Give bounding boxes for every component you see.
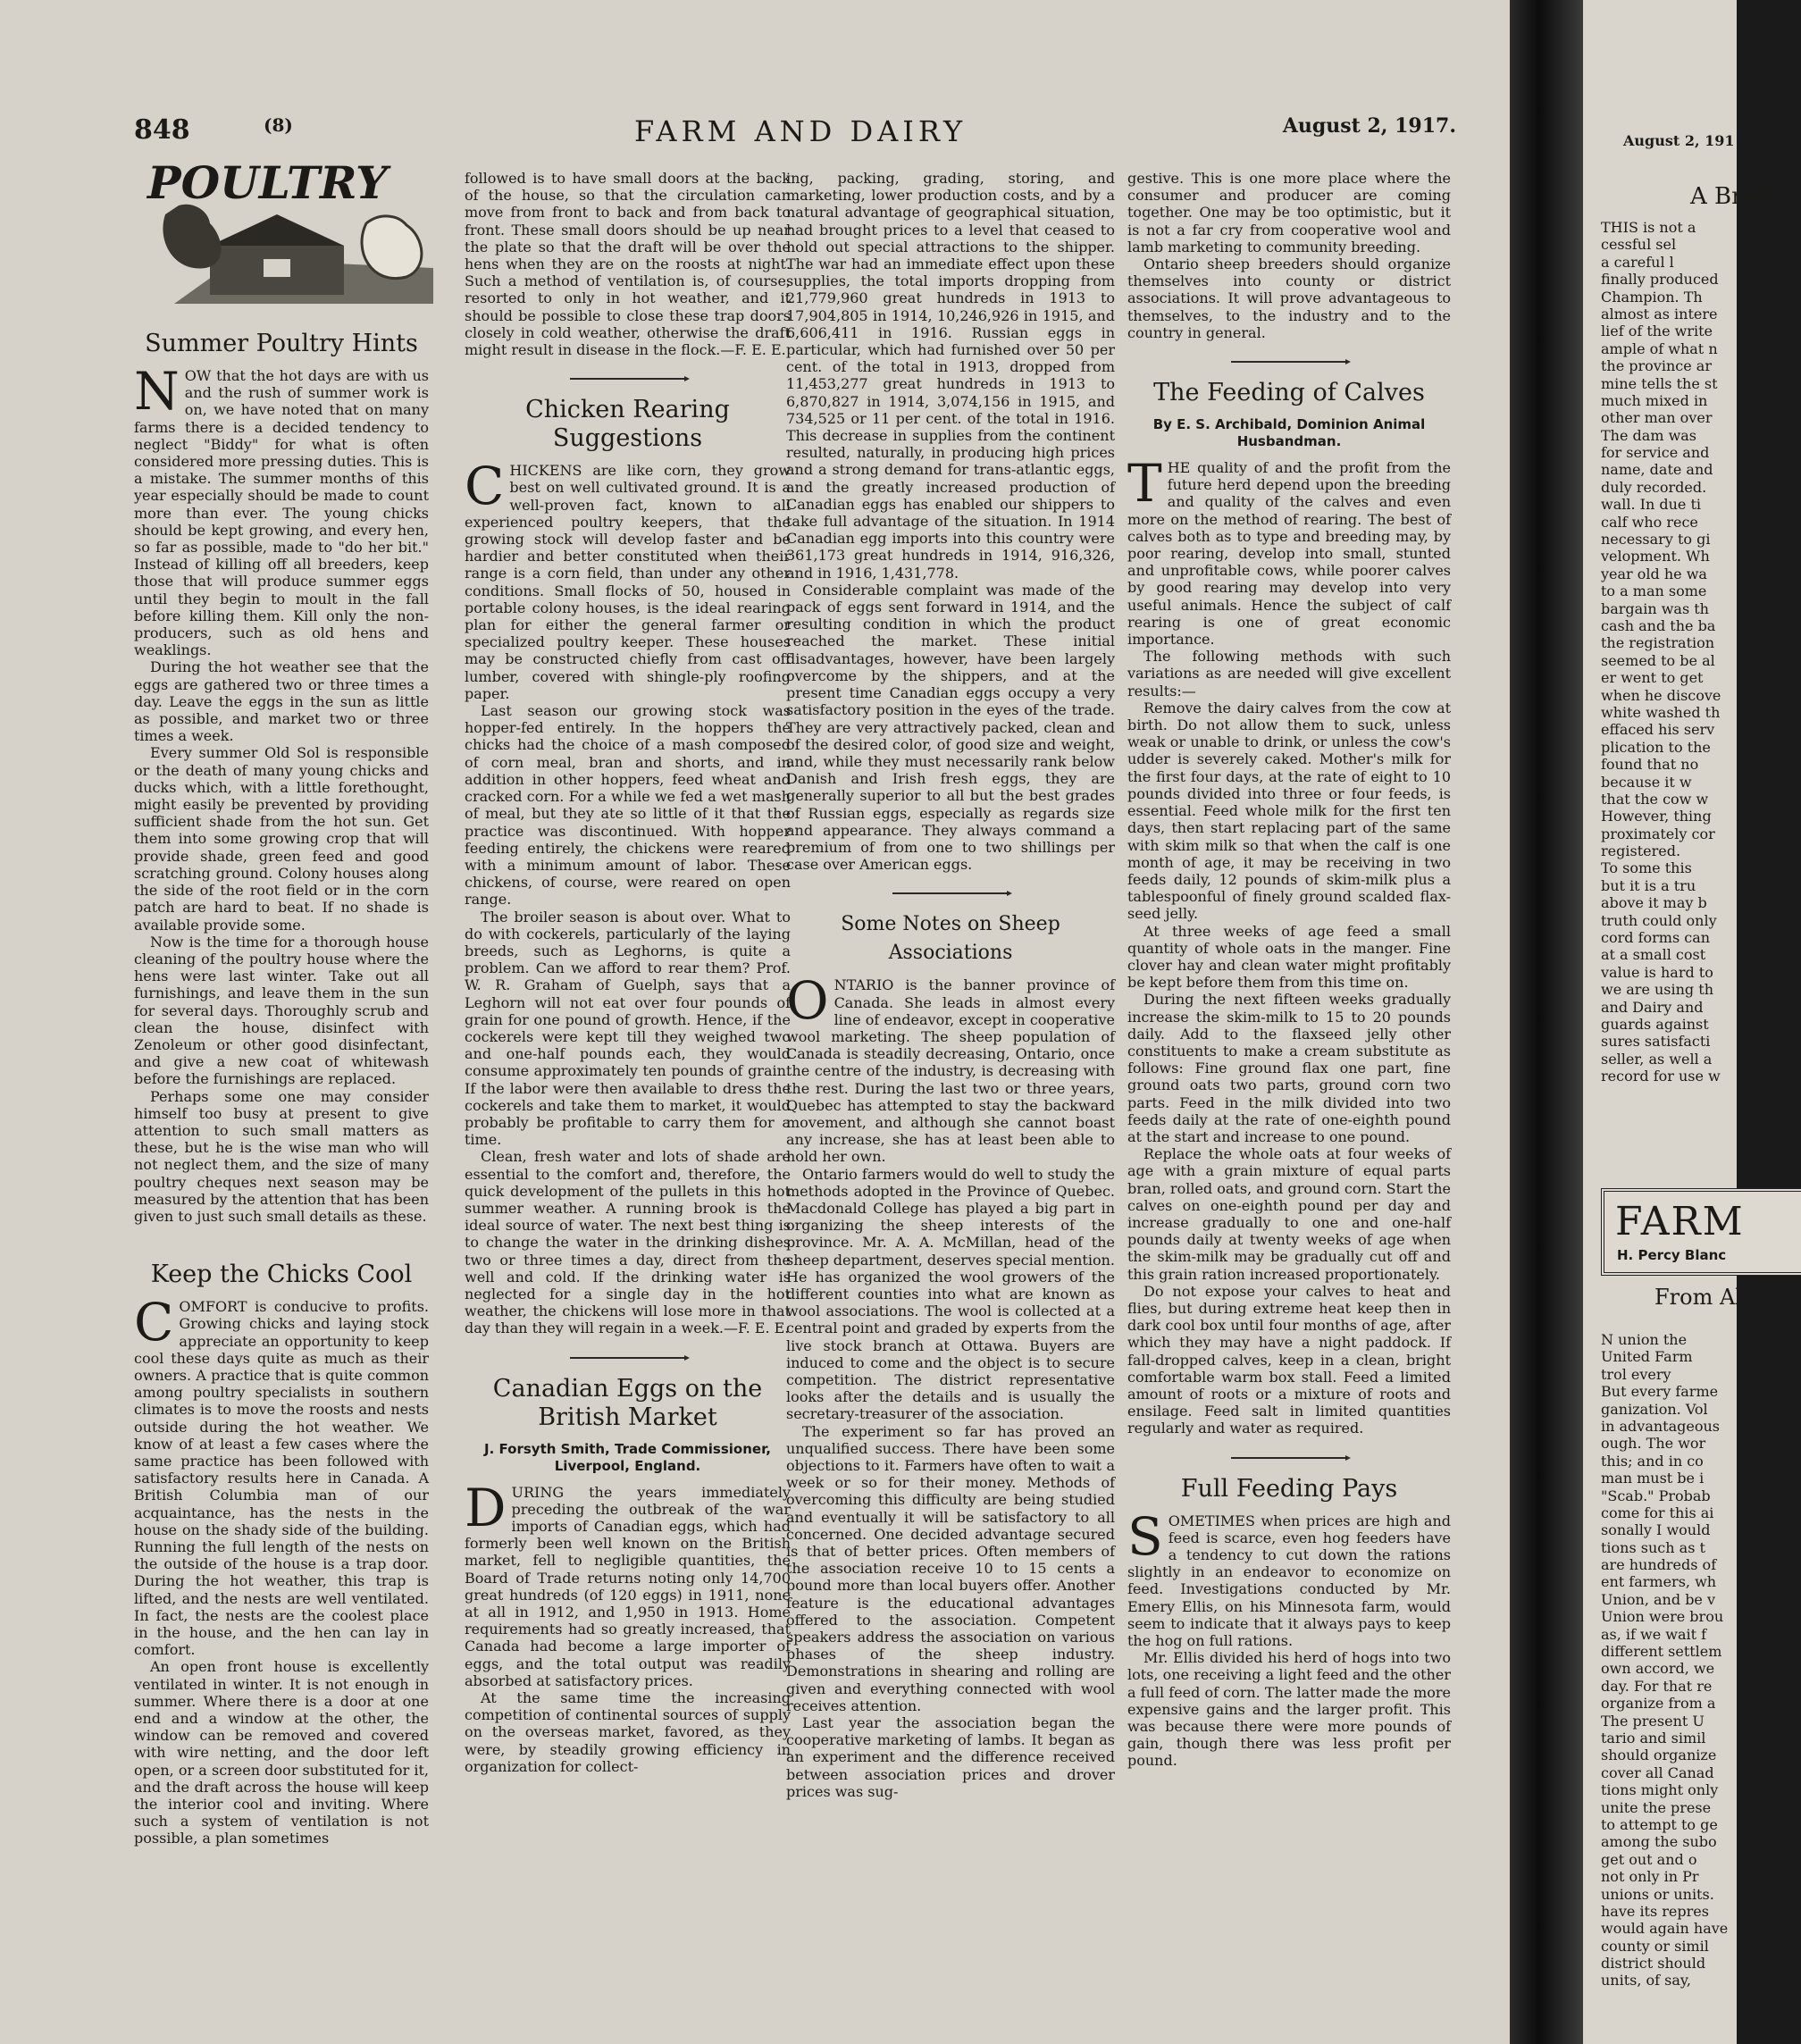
headline-canadian-eggs: Canadian Eggs on the British Market [492, 1374, 763, 1431]
facing-page-line: come for this ai [1601, 1504, 1714, 1521]
facing-page-line: ent farmers, wh [1601, 1573, 1717, 1591]
facing-page-line: are hundreds of [1601, 1556, 1717, 1574]
facing-page-line: THIS is not a [1601, 219, 1696, 236]
facing-page-line: at a small cost [1601, 946, 1706, 964]
masthead: FARM AND DAIRY [634, 114, 968, 148]
facing-page-line: to a man some [1601, 582, 1707, 600]
facing-page-line: ough. The wor [1601, 1435, 1706, 1453]
facing-page-line: N union the [1601, 1331, 1688, 1348]
paragraph: Last year the association began the cooperative marketing of lambs. It began as an experiment and the difference received between association prices and drover prices was sug- [786, 1714, 1115, 1800]
drop-cap: N [134, 361, 180, 422]
facing-page-line: calf who rece [1601, 513, 1698, 531]
facing-page-line: Union, and be v [1601, 1590, 1716, 1608]
paragraph: COMFORT is conducive to profits. Growing chicks and laying stock appreciate an opportunity to keep cool these days quite as much as their owners. A practice that is quite common among poultry specialists in southern climates is to move the roosts and nests outside during the hot weather. We know of at least a few cases where the same practice has been followed with satisfactory results here in Canada. A British Columbia man of our acquaintance, has the nests in the house on the shady side of the building. Running the full length of the nests on the outside of the house is a trap door. During the hot weather, this trap is lifted, and the nests are well ventilated. In fact, the nests are the coolest place in the house, and the hen can lay in comfort. [134, 1292, 429, 1659]
binding-gutter [1510, 0, 1583, 2044]
paragraph: Replace the whole oats at four weeks of age with a grain mixture of equal parts bran, rolled oats, and ground corn. Start the calves on one-eighth pound per day and increase gradually to one and one-half pounds daily at twenty weeks of age when the skim-milk may be gradually cut off and this grain ration increased proportionately. [1127, 1145, 1451, 1283]
paragraph: ONTARIO is the banner province of Canada. She leads in almost every line of endeavor, except in cooperative wool marketing. The sheep population of Canada is steadily decreasing, Ontario, once the centre of the industry, is decreasing with the rest. During the last two or three years, Quebec has attempted to stay the backward movement, and although she cannot boast any increase, she has at least been able to hold her own. [786, 970, 1115, 1166]
headline-feeding-calves: The Feeding of Calves [1153, 379, 1425, 407]
drop-cap: T [1127, 453, 1162, 515]
farm-box [1601, 1188, 1801, 1276]
facing-page-line: registered. [1601, 842, 1681, 860]
facing-page-line: day. For that re [1601, 1677, 1713, 1695]
paragraph: DURING the years immediately preceding the outbreak of the war imports of Canadian eggs, which had formerly been well known on the British market, fell to negligible quantities, the Board of Trade returns noting only 14,700 great hundreds (of 120 eggs) in 1911, none at all in 1912, and 1,950 in 1913. Home requirements had so greatly increased, that Canada had become a large importer of eggs, and the total output was readily absorbed at satisfactory prices. [465, 1477, 791, 1689]
facing-page-line: cessful sel [1601, 236, 1677, 254]
facing-page-line: that the cow w [1601, 790, 1709, 808]
paragraph: The broiler season is about over. What to do with cockerels, particularly of the laying breeds, such as Leghorns, is quite a problem. Can we afford to rear them? Prof. W. R. Graham of Guelph, says that a Leghorn will not eat over four pounds of grain for one pound of growth. Hence, if the cockerels were kept till they weighed two and one-half pounds each, they would consume approximately ten pounds of grain. If the labor were then available to dress the cockerels and take them to market, it would probably be profitable to carry them for a time. [465, 908, 791, 1149]
facing-page-line: plication to the [1601, 738, 1711, 756]
divider [892, 892, 1009, 894]
facing-page-date: August 2, 191 [1623, 132, 1735, 149]
paragraph: CHICKENS are like corn, they grow best on well cultivated ground. It is a well-proven fact, known to all experienced poultry keepers, that the growing stock will develop faster and be hardier and better constituted when their range is a corn field, than under any other conditions. Small flocks of 50, housed in portable colony houses, is the ideal rearing plan for either the general farmer or specialized poultry keeper. These houses may be constructed chiefly from cast off lumber, covered with shingle-ply roofing paper. [465, 456, 791, 702]
facing-page-line: as, if we wait f [1601, 1625, 1707, 1643]
paragraph: followed is to have small doors at the back of the house, so that the circulation can move from front to back and from back to front. These small doors should be up near the plate so that the draft will be over the hens when they are on the roosts at night. Such a method of ventilation is, of course, resorted to only in hot weather, and it should be possible to close these trap doors closely in cold weather, otherwise the draft might result in disease in the flock.—F. E. E. [465, 170, 791, 359]
facing-page-line: tions such as t [1601, 1538, 1705, 1556]
facing-page-line: the province ar [1601, 357, 1712, 375]
facing-page-line: unions or units. [1601, 1885, 1714, 1903]
paragraph: Every summer Old Sol is responsible or the death of many young chicks and ducks which, with a little forethought, might easily be prevented by providing sufficient shade from the hot sun. Get them into some growing crop that will provide shade, green feed and good scratching ground. Colony houses along the side of the root field or in the corn patch are hard to beat. If no shade is available provide some. [134, 744, 429, 934]
facing-page-line: units, of say, [1601, 1972, 1691, 1990]
facing-page [1583, 0, 1771, 2044]
facing-page-line: duly recorded. [1601, 478, 1707, 496]
facing-page-line: "Scab." Probab [1601, 1487, 1711, 1504]
facing-page-line: district should [1601, 1955, 1706, 1973]
drop-cap: C [465, 456, 505, 517]
column-3 [786, 170, 1115, 1800]
facing-page-line: this; and in co [1601, 1452, 1704, 1470]
facing-page-line: county or simil [1601, 1937, 1709, 1955]
facing-page-line: in advantageous [1601, 1417, 1720, 1435]
section-number: (8) [264, 114, 293, 136]
paragraph: Now is the time for a thorough house cleaning of the poultry house where the hens were last winter. Take out all furnishings, and leave them in the sun for several days. Thoroughly scrub and clean the house, disinfect with Zenoleum or other good disinfectant, and give a new coat of whitewash before the furnishings are replaced. [134, 933, 429, 1088]
facing-page-line: when he discove [1601, 686, 1721, 704]
facing-page-line: among the subo [1601, 1833, 1717, 1851]
facing-page-line: different settlem [1601, 1643, 1722, 1661]
facing-page-line: sonally I would [1601, 1521, 1711, 1539]
headline-summer-poultry-hints: Summer Poultry Hints [145, 330, 418, 357]
page-number: 848 [134, 114, 190, 146]
column-1 [134, 317, 429, 1847]
facing-page-line: guards against [1601, 1015, 1709, 1033]
facing-page-line: we are using th [1601, 981, 1713, 999]
facing-page-line: tario and simil [1601, 1729, 1706, 1747]
facing-page-line: found that no [1601, 756, 1699, 774]
facing-page-line: to attempt to ge [1601, 1815, 1718, 1833]
drop-cap: S [1127, 1505, 1163, 1567]
drop-cap: O [786, 970, 829, 1032]
paragraph: ing, packing, grading, storing, and marketing, lower production costs, and by a natural advantage of geographical situation, had brought prices to a level that ceased to hold out special attractions to the shipper. The war had an immediate effect upon these supplies, the total imports dropping from 21,779,960 great hundreds in 1913 to 17,904,805 in 1914, 10,246,926 in 1915, and 6,606,411 in 1916. Russian eggs in particular, which had furnished over 50 per cent. of the total in 1913, dropped from 11,453,277 great hundreds in 1913 to 6,870,827 in 1914, 3,074,156 in 1915, and 734,525 or 11 per cent. of the total in 1916. This decrease in supplies from the continent resulted, naturally, in producing high prices and a strong demand for trans-atlantic eggs, and the greatly increased production of Canadian eggs has enabled our shippers to take full advantage of the situation. In 1914 Canadian egg imports into this country were 361,173 great hundreds in 1914, 916,326, and in 1916, 1,431,778. [786, 170, 1115, 582]
facing-page-line: mine tells the st [1601, 374, 1718, 392]
facing-page-line: Champion. Th [1601, 288, 1703, 306]
facing-page-line: seller, as well a [1601, 1050, 1713, 1068]
logo-word: POULTRY [147, 156, 388, 209]
paragraph: Considerable complaint was made of the pack of eggs sent forward in 1914, and the resulting condition in which the product reached the market. These initial disadvantages, however, have been largely overcome by the shippers, and at the present time Canadian eggs occupy a very satisfactory position in the eyes of the trade. They are very attractively packed, clean and of the desired color, of good size and weight, and, while they must necessarily rank below Danish and Irish fresh eggs, they are generally superior to all but the best grades of Russian eggs, especially as regards size and appearance. They always command a premium of from one to two shillings per case over American eggs. [786, 581, 1115, 874]
facing-page-line: the registration [1601, 634, 1715, 652]
column-2 [465, 170, 791, 1775]
facing-page-line: truth could only [1601, 911, 1717, 929]
facing-page-line: cord forms can [1601, 929, 1711, 947]
facing-page-line: man must be i [1601, 1470, 1705, 1487]
paragraph: At three weeks of age feed a small quantity of whole oats in the manger. Fine clover hay and clean water might profitably be kept before them from this time on. [1127, 922, 1451, 992]
paragraph: During the next fifteen weeks gradually increase the skim-milk to 15 to 20 pounds daily. Add to the flaxseed jelly other constituents to make a cream substitute as follows: Fine ground flax one part, fine ground oats two parts, ground corn two parts. Feed in the milk divided into two feeds daily at the rate of one-eighth pound at the start and increase to one pound. [1127, 991, 1451, 1145]
facing-page-line: not only in Pr [1601, 1868, 1699, 1886]
facing-page-line: a careful l [1601, 253, 1674, 271]
paragraph: At the same time the increasing competition of continental sources of supply on the overseas market, favored, as they were, by steadily growing efficiency in organization for collect- [465, 1689, 791, 1775]
headline-keep-chicks-cool: Keep the Chicks Cool [150, 1261, 413, 1289]
byline: By E. S. Archibald, Dominion Animal Husbandman. [1152, 416, 1426, 450]
facing-page-line: almost as intere [1601, 305, 1718, 323]
paragraph: Ontario farmers would do well to study the methods adopted in the Province of Quebec. Macdonald College has played a big part in organizing the sheep interests of the province. Mr. A. A. McMillan, head of the sheep department, deserves special mention. He has organized the wool growers of the different counties into what are known as wool associations. The wool is collected at a central point and graded by experts from the live stock branch at Ottawa. Buyers are induced to come and the object is to secure competition. The district representative looks after the details and is usually the secretary-treasurer of the association. [786, 1165, 1115, 1423]
farm-box-title: FARM [1615, 1199, 1745, 1244]
facing-page-line: bargain was th [1601, 599, 1709, 617]
facing-page-line: necessary to gi [1601, 531, 1711, 549]
facing-page-line: above it may b [1601, 894, 1707, 912]
headline-sheep-associations: Some Notes on Sheep Associations [841, 913, 1060, 965]
facing-page-title: A Bree [1690, 183, 1771, 210]
paragraph: During the hot weather see that the eggs are gathered two or three times a day. Leave the eggs in the sun as little as possible, and market two or three times a week. [134, 658, 429, 745]
facing-page-heading: From Ab [1654, 1285, 1749, 1310]
facing-page-line: would again have [1601, 1920, 1729, 1938]
facing-page-line: finally produced [1601, 271, 1719, 289]
facing-page-line: wall. In due ti [1601, 496, 1701, 514]
byline: J. Forsyth Smith, Trade Commissioner, Liverpool, England. [484, 1440, 771, 1474]
paragraph: An open front house is excellently ventilated in winter. It is not enough in summer. Where there is a door at one end and a window at the other, the window can be removed and covered with wire netting, and the door left open, or a screen door substituted for it, and the draft across the house will keep the interior cool and inviting. Where such a system of ventilation is not possible, a plan sometimes [134, 1658, 429, 1847]
paragraph: Clean, fresh water and lots of shade are essential to the comfort and, therefore, the quick development of the pullets in this hot summer weather. A running brook is the ideal source of water. The next best thing is to change the water in the drinking dishes two or three times a day, direct from the well and cold. If the drinking water is neglected for a single day in the hot weather, the chickens will lose more in that day than they will regain in a week.—F. E. E. [465, 1148, 791, 1337]
facing-page-line: for service and [1601, 444, 1710, 462]
facing-page-line: have its repres [1601, 1902, 1709, 1920]
facing-page-line: The present U [1601, 1712, 1705, 1730]
paragraph: Ontario sheep breeders should organize themselves into county or district associations. It will prove advantageous to themselves, to the industry and to the country in general. [1127, 256, 1451, 341]
paragraph: Mr. Ellis divided his herd of hogs into two lots, one receiving a light feed and the other a full feed of corn. The latter made the more expensive gains and the larger profit. This was because there were more pounds of gain, though there was less profit per pound. [1127, 1649, 1451, 1770]
facing-page-line: organize from a [1601, 1695, 1716, 1713]
facing-page-line: velopment. Wh [1601, 548, 1710, 565]
facing-page-line: ample of what n [1601, 339, 1718, 357]
divider [1231, 361, 1347, 363]
paragraph: gestive. This is one more place where the consumer and producer are coming together. One may be too optimistic, but it is not a far cry from cooperative wool and lamb marketing to community breeding. [1127, 170, 1451, 256]
divider [570, 1357, 686, 1359]
facing-page-line: record for use w [1601, 1068, 1721, 1085]
facing-page-line: cash and the ba [1601, 616, 1716, 634]
facing-page-line: tions might only [1601, 1781, 1719, 1799]
facing-page-line: ganization. Vol [1601, 1400, 1708, 1418]
divider [1231, 1457, 1347, 1459]
issue-date: August 2, 1917. [1282, 114, 1456, 138]
facing-page-line: lief of the write [1601, 323, 1713, 340]
facing-page-line: To some this [1601, 859, 1692, 877]
drop-cap: C [134, 1292, 174, 1353]
paragraph: Perhaps some one may consider himself too busy at present to give attention to such small matters as these, but he is the wise man who will not neglect them, and the size of many poultry cheques next season may be measured by the attention that has been given to just such small details as these. [134, 1087, 429, 1225]
facing-page-line: much mixed in [1601, 391, 1708, 409]
column-4 [1127, 170, 1451, 1770]
facing-page-line: Union were brou [1601, 1608, 1724, 1626]
facing-page-line: white washed th [1601, 703, 1721, 721]
facing-page-line: proximately cor [1601, 825, 1715, 842]
headline-chicken-rearing: Chicken Rearing Suggestions [525, 396, 730, 453]
facing-page-line: value is hard to [1601, 963, 1713, 981]
facing-page-line: unite the prese [1601, 1798, 1712, 1816]
facing-page-line: year old he wa [1601, 565, 1707, 582]
facing-page-line: but it is a tru [1601, 876, 1696, 894]
facing-page-line: cover all Canad [1601, 1763, 1714, 1781]
poultry-logo [138, 156, 433, 304]
facing-page-column-b [1601, 1331, 1728, 1990]
facing-page-line: other man over [1601, 409, 1713, 427]
facing-page-line: seemed to be al [1601, 651, 1715, 669]
facing-page-line: because it w [1601, 773, 1692, 791]
facing-page-line: should organize [1601, 1747, 1717, 1764]
paragraph: Last season our growing stock was hopper-fed entirely. In the hoppers the chicks had the choice of a mash composed of corn meal, bran and shorts, and in addition in other hoppers, feed wheat and cracked corn. For a while we fed a wet mash of meal, but they ate so little of it that the practice was discontinued. With hopper feeding entirely, the chickens were reared with a minimum amount of labor. These chickens, of course, were reared on open range. [465, 702, 791, 909]
facing-page-line: trol every [1601, 1365, 1671, 1383]
facing-page-line: name, date and [1601, 461, 1713, 479]
farm-box-subtitle: H. Percy Blanc [1617, 1247, 1727, 1263]
paragraph: Remove the dairy calves from the cow at birth. Do not allow them to suck, unless weak or unable to drink, or unless the cow's udder is severely caked. Mother's milk for the first four days, at the rate of eight to 10 pounds divided into three or four feeds, is essential. Feed whole milk for the first ten days, then start replacing part of the same with skim milk so that when the calf is one month of age, it may be receiving in two feeds daily, 12 pounds of skim-milk plus a tablespoonful of finely ground scalded flax-seed jelly. [1127, 699, 1451, 923]
facing-page-line: sures satisfacti [1601, 1033, 1711, 1051]
facing-page-line: United Farm [1601, 1348, 1693, 1366]
facing-page-line: own accord, we [1601, 1660, 1715, 1678]
drop-cap: D [465, 1477, 507, 1538]
facing-page-line: get out and o [1601, 1850, 1697, 1868]
facing-page-line: However, thing [1601, 808, 1712, 825]
facing-page-line: But every farme [1601, 1383, 1719, 1401]
paragraph: THE quality of and the profit from the future herd depend upon the breeding and quality of the calves and even more on the method of rearing. The best of calves both as to type and breeding may, by poor rearing, develop into small, stunted and unprofitable cows, while poorer calves by good rearing may develop into very useful animals. Hence the subject of calf rearing is one of great economic importance. [1127, 453, 1451, 649]
facing-page-line: effaced his serv [1601, 721, 1715, 739]
paragraph: Do not expose your calves to heat and flies, but during extreme heat keep then in dark cool box until four months of age, after which they may have a night paddock. If fall-dropped calves, keep in a clean, bright comfortable warm box stall. Feed a limited amount of roots or a mixture of roots and ensilage. Feed salt in limited quantities regularly and water as required. [1127, 1282, 1451, 1437]
paragraph: The experiment so far has proved an unqualified success. There have been some objections to it. Farmers have often to wait a week or so for their money. Methods of overcoming this difficulty are being studied and eventually it will be satisfactory to all concerned. One decided advantage secured is that of better prices. Often members of the association receive 10 to 15 cents a pound more than local buyers offer. Another feature is the educational advantages offered to the association. Competent speakers address the association on various phases of the sheep industry. Demonstrations in shearing and rolling are given and everything connected with wool receives attention. [786, 1422, 1115, 1714]
paragraph: NOW that the hot days are with us and the rush of summer work is on, we have noted that on many farms there is a decided tendency to neglect "Biddy" for what is often considered more pressing duties. This is a mistake. The summer months of this year especially should be made to count more than ever. The young chicks should be kept growing, and every hen, so far as possible, made to "do her bit." Instead of killing off all breeders, keep those that will produce summer eggs until they begin to moult in the fall before killing them. Kill only the non-producers, such as old hens and weaklings. [134, 361, 429, 659]
facing-page-column-a [1601, 219, 1721, 1085]
headline-full-feeding: Full Feeding Pays [1180, 1474, 1398, 1503]
divider [570, 378, 686, 380]
paragraph: SOMETIMES when prices are high and feed is scarce, even hog feeders have a tendency to cut down the rations slightly in an endeavor to economize on feed. Investigations conducted by Mr. Emery Ellis, on his Minnesota farm, would seem to indicate that it always pays to keep the hog on full rations. [1127, 1505, 1451, 1650]
facing-page-line: er went to get [1601, 669, 1704, 687]
facing-page-line: and Dairy and [1601, 998, 1704, 1016]
page-header [134, 114, 1456, 150]
paragraph: The following methods with such variations as are needed will give excellent results:— [1127, 648, 1451, 699]
facing-page-line: The dam was [1601, 426, 1697, 444]
